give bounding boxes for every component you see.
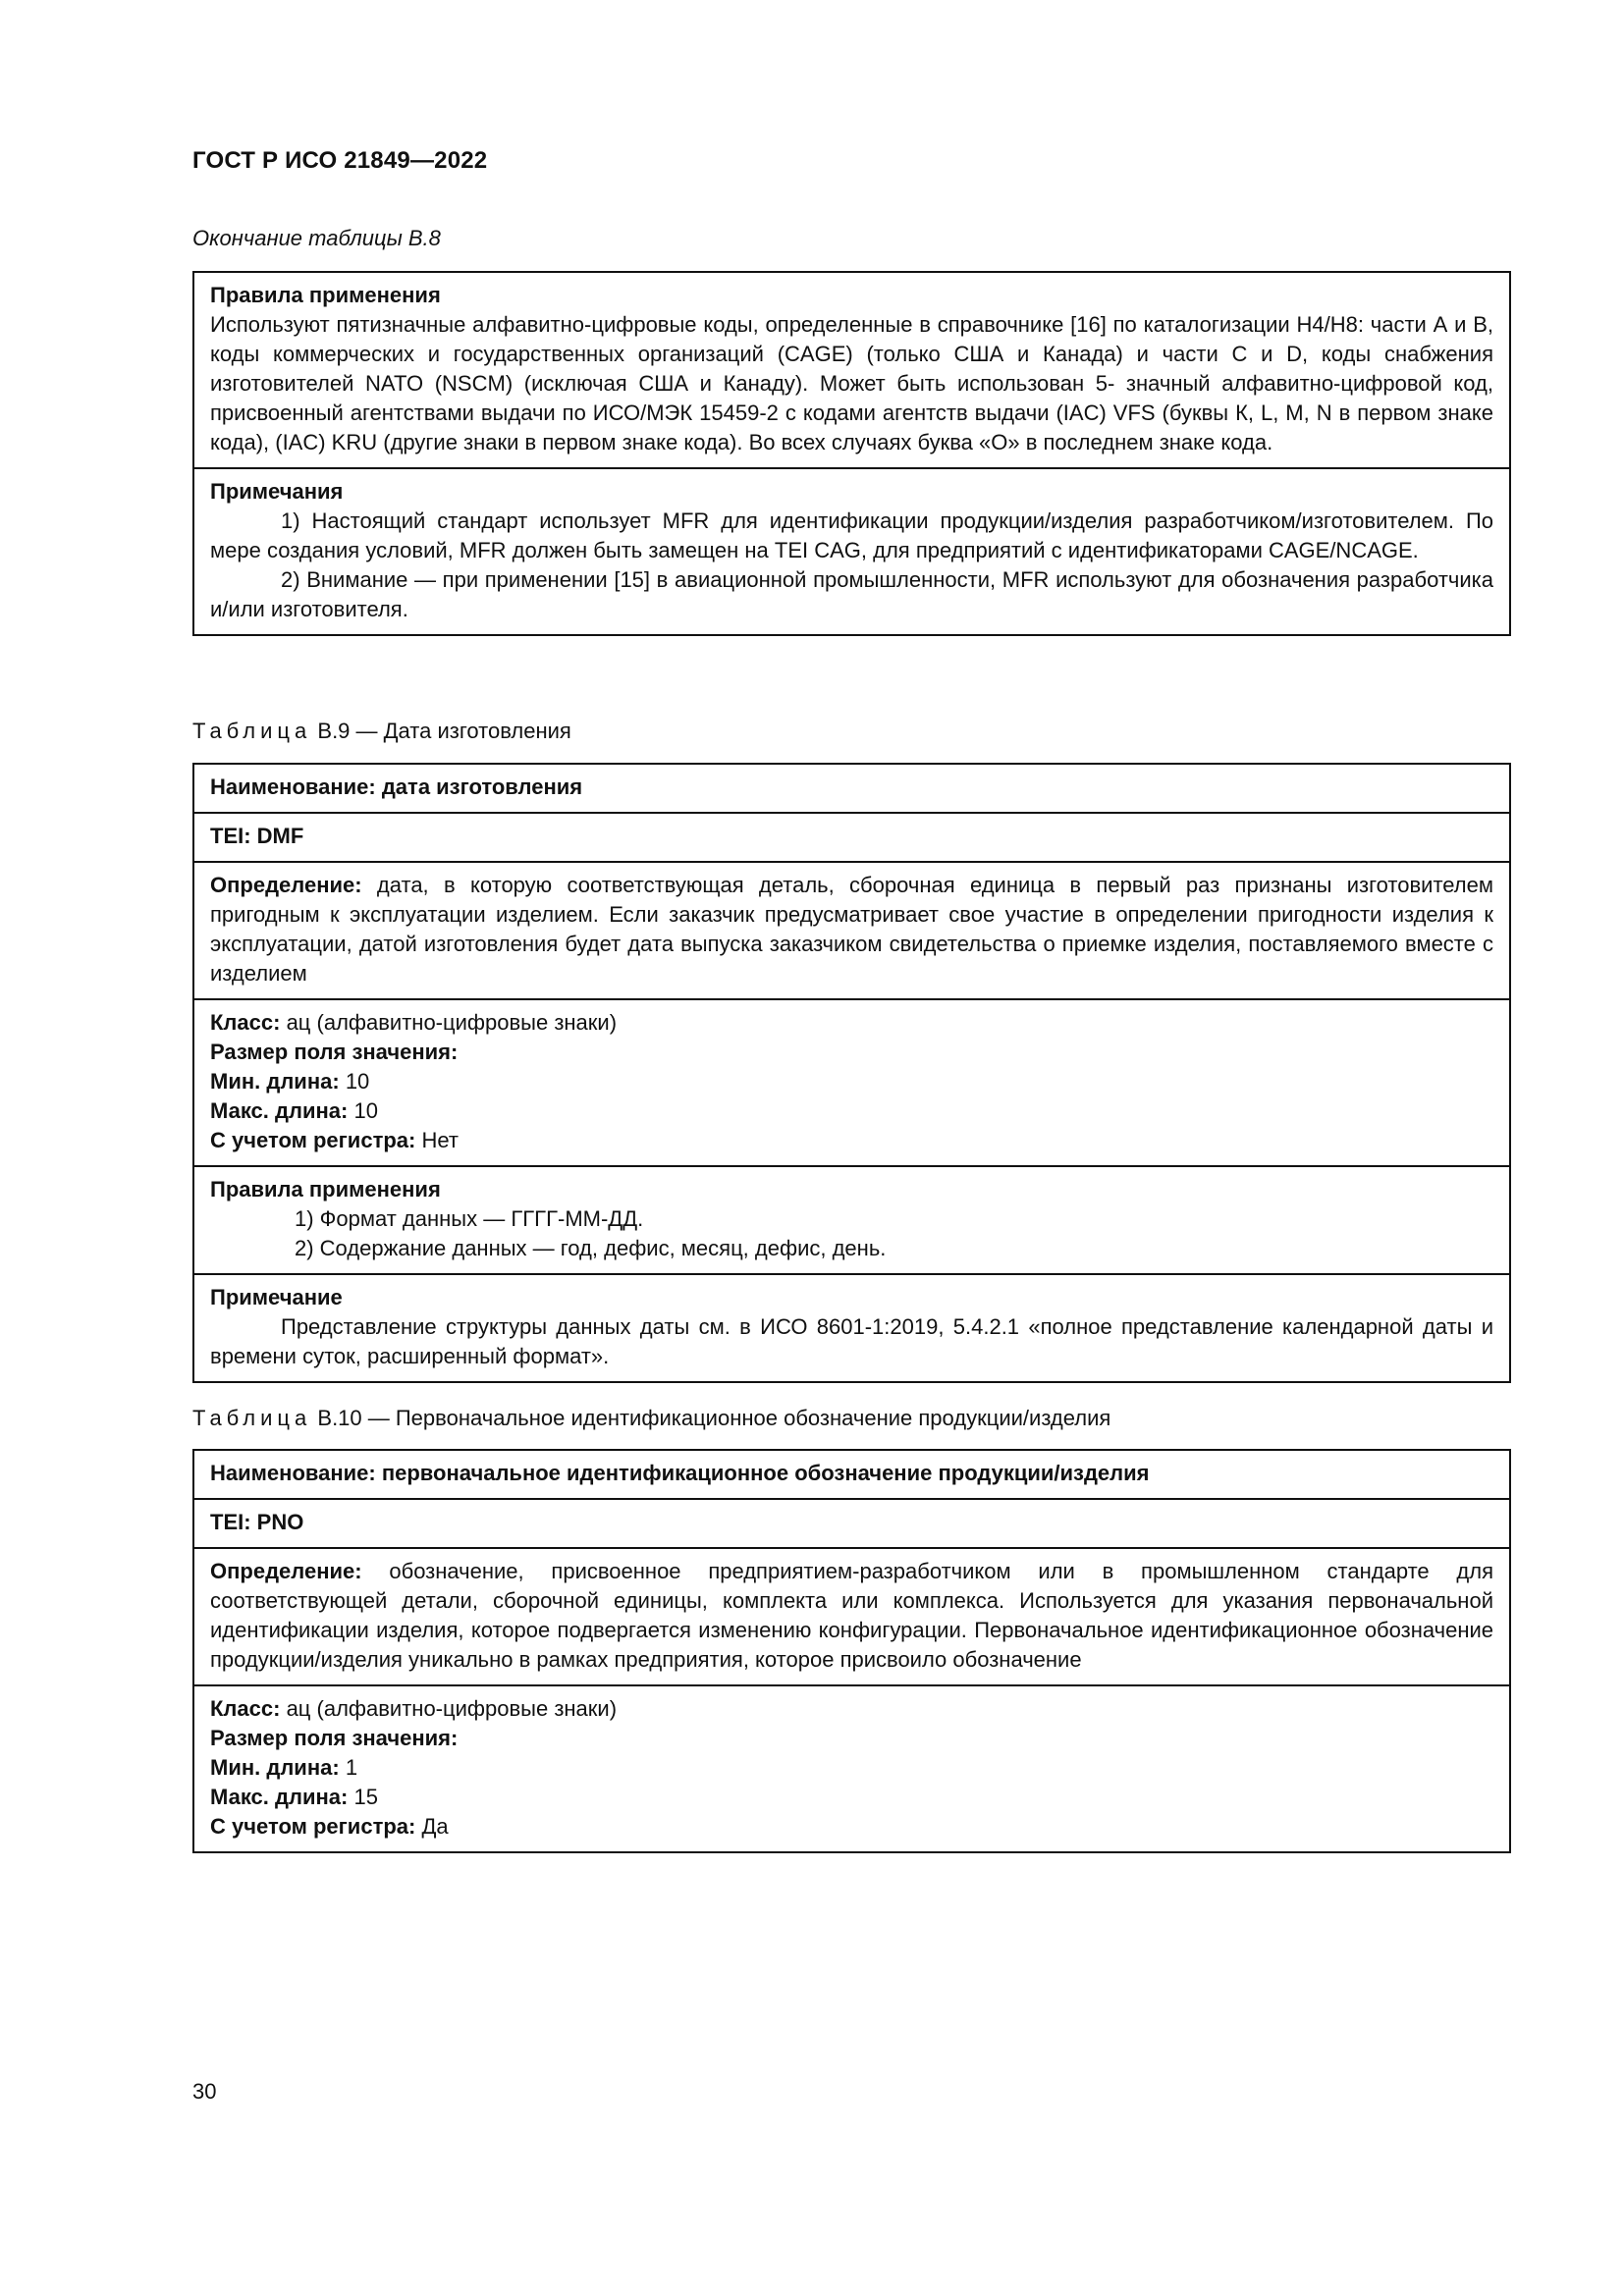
min-length-label: Мин. длина: — [210, 1755, 340, 1780]
table-b10-caption — [192, 1406, 1110, 1431]
case-sensitive-label: С учетом регистра: — [210, 1814, 416, 1839]
case-sensitive-value: Нет — [421, 1128, 459, 1152]
max-length-value: 10 — [353, 1098, 378, 1123]
note-1: 1) Настоящий стандарт использует MFR для идентификации продукции/изделия разработчиком/изготовителем. По мере создания условий, MFR должен быть замещен на TEI CAG, для предприятий с идентификаторами CAGE/NCAGE. — [210, 508, 1493, 562]
table-b10-tei-row: TEI: PNO — [194, 1498, 1509, 1547]
case-sensitive-label: С учетом регистра: — [210, 1128, 416, 1152]
table-b10-name-row: Наименование: первоначальное идентификационное обозначение продукции/изделия — [210, 1461, 1150, 1485]
note-text: Представление структуры данных даты см. в ИСО 8601-1:2019, 5.4.2.1 «полное представление календарной даты и времени суток, расширенный формат». — [210, 1314, 1493, 1368]
min-length-value: 1 — [345, 1755, 358, 1780]
size-label: Размер поля значения: — [210, 1040, 459, 1064]
min-length-label: Мин. длина: — [210, 1069, 340, 1094]
class-value: ац (алфавитно-цифровые знаки) — [286, 1696, 618, 1721]
note-2: 2) Внимание — при применении [15] в авиационной промышленности, MFR используют для обозначения разработчика и/или изготовителя. — [210, 567, 1493, 621]
class-label: Класс: — [210, 1696, 281, 1721]
table-b9-caption — [192, 719, 571, 744]
definition-label: Определение: — [210, 1559, 362, 1583]
table-b9-rules-row — [194, 1165, 1509, 1273]
table-b9-tei-row: TEI: DMF — [194, 812, 1509, 861]
table-b8-rules-row — [194, 273, 1509, 467]
min-length-value: 10 — [345, 1069, 370, 1094]
table-b9-name-row: Наименование: дата изготовления — [210, 774, 583, 799]
standard-header: ГОСТ Р ИСО 21849—2022 — [192, 147, 488, 174]
max-length-label: Макс. длина: — [210, 1098, 349, 1123]
rule-1: 1) Формат данных — ГГГГ-ММ-ДД. — [295, 1206, 644, 1231]
case-sensitive-value: Да — [421, 1814, 449, 1839]
table-b8 — [192, 271, 1511, 636]
size-label: Размер поля значения: — [210, 1726, 459, 1750]
notes-label: Примечания — [210, 479, 344, 504]
rules-label: Правила применения — [210, 1177, 441, 1201]
note-label: Примечание — [210, 1285, 343, 1309]
table-b9 — [192, 763, 1511, 1383]
table-b10-definition-row — [194, 1547, 1509, 1684]
caption-word: Таблица — [192, 1406, 312, 1430]
rules-label: Правила применения — [210, 283, 441, 307]
class-label: Класс: — [210, 1010, 281, 1035]
caption-text: B.9 — Дата изготовления — [317, 719, 571, 743]
rules-text: Используют пятизначные алфавитно-цифровые коды, определенные в справочнике [16] по каталогизации H4/H8: части А и В, коды коммерческих и государственных организаций (CAGE) (только США и Канада) и части С и D, коды снабжения изготовителей NATO (NSCM) (исключая США и Канаду). Может быть использован 5- значный алфавитно-цифровой код, присвоенный агентствами выдачи по ИСО/МЭК 15459-2 с кодами агентств выдачи (IAC) VFS (буквы К, L, М, N в первом знаке кода), (IAC) KRU (другие знаки в первом знаке кода). Во всех случаях буква «О» в последнем знаке кода. — [210, 312, 1493, 454]
table-b9-definition-row — [194, 861, 1509, 998]
definition-text: дата, в которую соответствующая деталь, сборочная единица в первый раз признаны изготовителем пригодным к эксплуатации изделием. Если заказчик предусматривает свое участие в определении пригодности изделия к эксплуатации, датой изготовления будет дата выпуска заказчиком свидетельства о приемке изделия, поставляемого вместе с изделием — [210, 873, 1493, 986]
table-b9-class-row — [194, 998, 1509, 1165]
table-b10 — [192, 1449, 1511, 1853]
definition-label: Определение: — [210, 873, 362, 897]
table-b9-note-row — [194, 1273, 1509, 1381]
page-number: 30 — [192, 2079, 217, 2104]
table-b10-class-row — [194, 1684, 1509, 1851]
rule-2: 2) Содержание данных — год, дефис, месяц, дефис, день. — [295, 1236, 887, 1260]
max-length-label: Макс. длина: — [210, 1785, 349, 1809]
caption-word: Таблица — [192, 719, 312, 743]
caption-text: B.10 — Первоначальное идентификационное обозначение продукции/изделия — [317, 1406, 1111, 1430]
class-value: ац (алфавитно-цифровые знаки) — [286, 1010, 618, 1035]
definition-text: обозначение, присвоенное предприятием-разработчиком или в промышленном стандарте для соответствующей детали, сборочной единицы, комплекта или комплекса. Используется для указания первоначальной идентификации изделия, которое подвергается изменению конфигурации. Первоначальное идентификационное обозначение продукции/изделия уникально в рамках предприятия, которое присвоило обозначение — [210, 1559, 1493, 1672]
continuation-caption: Окончание таблицы B.8 — [192, 226, 441, 250]
max-length-value: 15 — [353, 1785, 378, 1809]
table-b8-notes-row — [194, 467, 1509, 634]
